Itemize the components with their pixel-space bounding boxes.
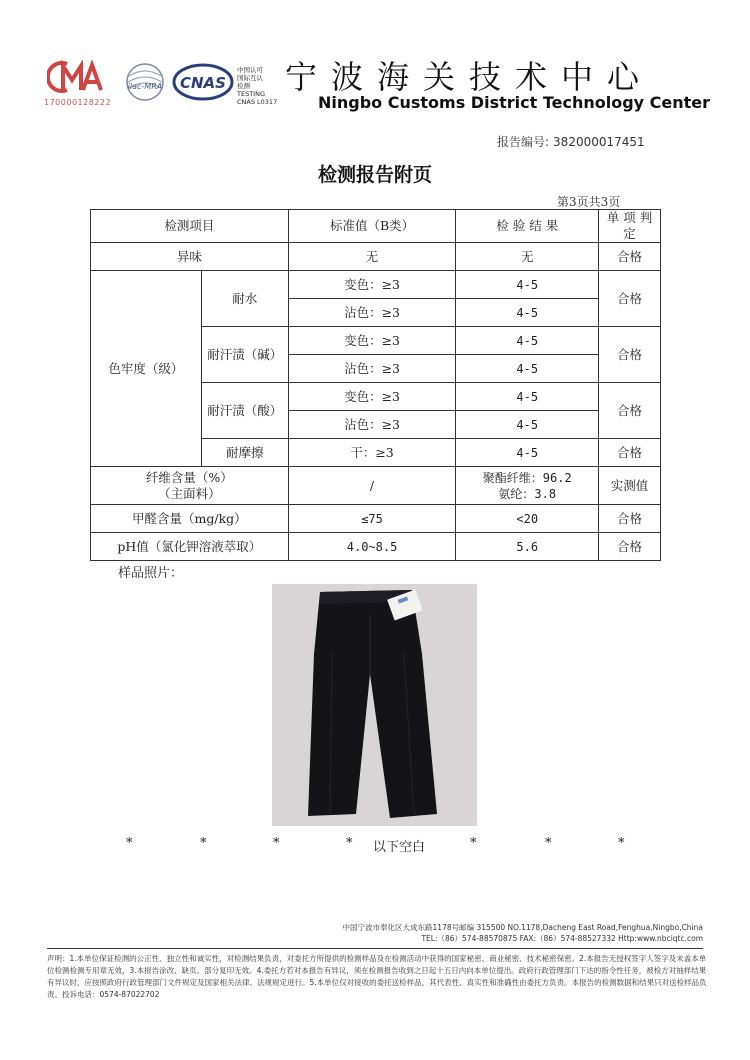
cf-standard: 变色：≥3	[288, 271, 456, 299]
ph-result: 5.6	[456, 533, 599, 561]
ph-item: pH值（氯化钾溶液萃取）	[91, 533, 289, 561]
table-row	[91, 533, 661, 561]
header-verdict: 单 项 判 定	[599, 210, 661, 243]
star-mark: *	[273, 836, 280, 851]
cnas-side-text: 中国认可 国际互认 检测 TESTING CNAS L0317	[237, 66, 278, 106]
table-row	[91, 243, 661, 271]
report-header	[0, 0, 750, 130]
formaldehyde-item: 甲醛含量（mg/kg）	[91, 505, 289, 533]
ph-standard: 4.0~8.5	[288, 533, 456, 561]
table-header-row	[91, 210, 661, 243]
odor-item: 异味	[91, 243, 289, 271]
blank-below-text: 以下空白	[373, 840, 426, 855]
cf-standard: 沾色：≥3	[288, 411, 456, 439]
star-mark: *	[346, 836, 353, 851]
cma-code: 170000128222	[44, 98, 112, 107]
footer-disclaimer: 声明：1.本单位保证检测的公正性、独立性和诚实性，对检测结果负责，对委托方所提供的检测样品及在检测活动中获得的国家秘密、商业秘密、技术秘密保密。2.本报告无授权签字人签字及未盖本单位检测检测专用章无效，3.本报告涂改、缺页、部分复印无效。4.委托方若对本报告有异议，须在检测报告收到之日起十五日内向本单位提出。政府行政管理部门下达的指令性任务，被检方对抽样结果有异议时，应按照政府行政管理部门文件规定及国家相关法律、法规规定进行。5.本单位仅对接收的委托送检样品，其代表性、真实性和准确性由委托方负责。本报告的检测数据和结果只对送检样品负责。投诉电话：0574-87022702	[47, 954, 707, 999]
cf-result: 4-5	[456, 327, 599, 355]
center-title-cn: 宁波海关技术中心	[285, 58, 654, 96]
cf-verdict: 合格	[599, 383, 661, 439]
center-title-en: Ningbo Customs District Technology Center	[318, 93, 711, 112]
formaldehyde-result: <20	[456, 505, 599, 533]
footer-address: 中国宁波市奉化区大成东路1178号邮编 315500 NO.1178,Dacheng East Road,Fenghua,Ningbo,China TEL:（86）574-88570875 FAX:（86）574-88527332 Http:www.nbciqtc.com	[342, 923, 703, 943]
fiber-result: 聚酯纤维：96.2 氨纶：3.8	[456, 467, 599, 505]
cf-result: 4-5	[456, 299, 599, 327]
page-info: 第3页共3页	[557, 195, 621, 209]
cf-standard: 变色：≥3	[288, 383, 456, 411]
cf-verdict: 合格	[599, 327, 661, 383]
star-mark: *	[618, 836, 625, 851]
table-row	[91, 505, 661, 533]
star-mark: *	[126, 836, 133, 851]
fiber-verdict: 实测值	[599, 467, 661, 505]
sample-photo	[272, 584, 477, 826]
odor-verdict: 合格	[599, 243, 661, 271]
cf-result: 4-5	[456, 355, 599, 383]
ilac-mra-logo-icon	[120, 62, 170, 102]
footer-divider	[47, 948, 703, 949]
cf-water-label: 耐水	[201, 271, 288, 327]
table-row	[91, 271, 661, 299]
cf-rubbing-label: 耐摩擦	[201, 439, 288, 467]
table-row	[91, 467, 661, 505]
cf-standard: 变色：≥3	[288, 327, 456, 355]
svg-text:CNAS: CNAS	[180, 74, 226, 92]
formaldehyde-standard: ≤75	[288, 505, 456, 533]
report-number: 报告编号: 382000017451	[497, 135, 645, 149]
svg-text:ilac-MRA: ilac-MRA	[127, 82, 163, 91]
results-table	[90, 209, 661, 561]
formaldehyde-verdict: 合格	[599, 505, 661, 533]
header-standard: 标准值（B类）	[288, 210, 456, 243]
ph-verdict: 合格	[599, 533, 661, 561]
header-result: 检 验 结 果	[456, 210, 599, 243]
cf-sweat-acid-label: 耐汗渍（酸）	[201, 383, 288, 439]
cf-result: 4-5	[456, 439, 599, 467]
cma-logo-icon	[47, 60, 105, 94]
blank-notice	[0, 836, 750, 854]
odor-standard: 无	[288, 243, 456, 271]
fiber-item: 纤维含量（%） （主面料）	[91, 467, 289, 505]
cf-standard: 沾色：≥3	[288, 299, 456, 327]
colorfastness-label: 色牢度（级）	[91, 271, 202, 467]
fiber-standard: /	[288, 467, 456, 505]
cf-verdict: 合格	[599, 439, 661, 467]
header-item: 检测项目	[91, 210, 289, 243]
cf-sweat-alkali-label: 耐汗渍（碱）	[201, 327, 288, 383]
cf-verdict: 合格	[599, 271, 661, 327]
cf-result: 4-5	[456, 271, 599, 299]
cnas-logo-icon	[172, 62, 234, 102]
star-mark: *	[470, 836, 477, 851]
star-mark: *	[200, 836, 207, 851]
black-trousers-photo-icon	[272, 584, 477, 826]
cf-result: 4-5	[456, 411, 599, 439]
document-title: 检测报告附页	[317, 164, 432, 186]
cf-standard: 沾色：≥3	[288, 355, 456, 383]
cf-result: 4-5	[456, 383, 599, 411]
sample-photo-label: 样品照片：	[118, 566, 184, 581]
odor-result: 无	[456, 243, 599, 271]
star-mark: *	[545, 836, 552, 851]
cf-standard: 干：≥3	[288, 439, 456, 467]
